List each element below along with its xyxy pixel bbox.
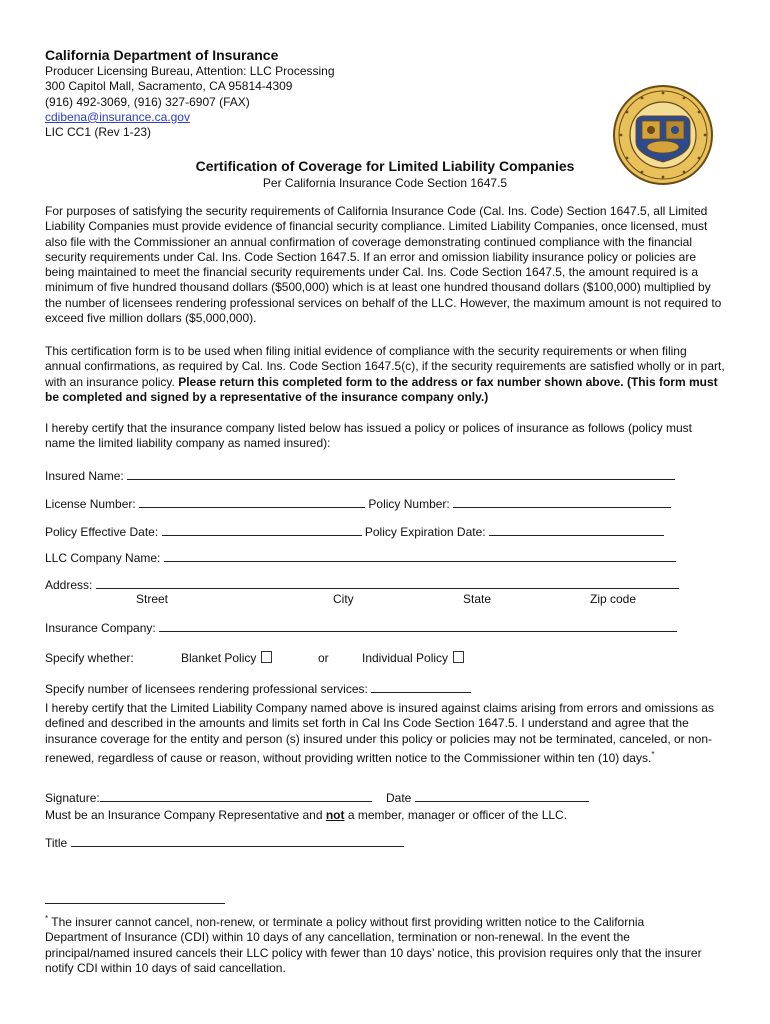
address-line: 300 Capitol Mall, Sacramento, CA 95814-4309 xyxy=(45,79,293,94)
address-label: Address: xyxy=(45,578,93,592)
signature-row xyxy=(45,789,372,806)
insured-name-field[interactable] xyxy=(127,467,675,480)
representative-note-post: a member, manager or officer of the LLC. xyxy=(344,808,568,822)
footnote-marker: * xyxy=(651,749,655,759)
signature-field[interactable] xyxy=(100,789,372,802)
specify-whether-label: Specify whether: xyxy=(45,651,134,665)
footnote xyxy=(45,911,705,976)
license-policy-row xyxy=(45,495,671,512)
title-row xyxy=(45,834,404,851)
footnote-divider xyxy=(45,903,225,904)
llc-company-name-label: LLC Company Name: xyxy=(45,551,161,565)
blanket-policy-option xyxy=(181,650,272,666)
policy-number-label: Policy Number: xyxy=(368,497,450,511)
footnote-mark: * xyxy=(45,914,49,923)
street-caption: Street xyxy=(136,592,169,606)
form-id: LIC CC1 (Rev 1-23) xyxy=(45,125,152,140)
date-label: Date xyxy=(386,791,412,805)
title-field[interactable] xyxy=(71,834,404,847)
title-label: Title xyxy=(45,836,68,850)
zip-code-caption: Zip code xyxy=(590,592,637,606)
representative-note-pre: Must be an Insurance Company Representative and xyxy=(45,808,326,822)
license-number-field[interactable] xyxy=(139,495,365,508)
licensees-label: Specify number of licensees rendering professional services: xyxy=(45,682,368,696)
city-caption: City xyxy=(333,592,354,606)
insurance-company-row xyxy=(45,619,677,636)
insured-name-row xyxy=(45,467,675,484)
individual-policy-checkbox[interactable] xyxy=(453,651,464,663)
llc-company-row xyxy=(45,549,676,566)
policy-expiration-date-field[interactable] xyxy=(489,523,664,536)
state-caption: State xyxy=(463,592,492,606)
footnote-text: The insurer cannot cancel, non-renew, or terminate a policy without first providing written notice to the California Department of Insurance (CDI) within 10 days of any cancellation, termination or non-renewal. In the event the principal/named insured cancels their LLC policy with fewer than 10 days’ notice, this provision requires only that the insurer notify CDI within 10 days of said cancellation. xyxy=(45,915,702,975)
phone-line: (916) 492-3069, (916) 327-6907 (FAX) xyxy=(45,94,250,109)
intro-paragraph: For purposes of satisfying the security requirements of California Insurance Code (Cal. Ins. Code) Section 1647.5, all Limited Liability Companies must provide evidence of financial security compliance. Limited Liability Companies, once licensed, must also file with the Commissioner an annual confirmation of coverage demonstrating continued compliance with the financial security requirements under Cal. Ins. Code Section 1647.5. If an error and omission liability insurance policy or policies are being maintained to meet the financial security requirements under Cal. Ins. Code Section 1647.5, the amount required is a minimum of five hundred thousand dollars ($500,000) which is at least one hundred thousand dollars ($100,000) multiplied by the number of licensees rendering professional services on behalf of the LLC. However, the maximum amount is not required to exceed five million dollars ($5,000,000). xyxy=(45,204,722,326)
representative-note-not: not xyxy=(325,808,345,822)
blanket-policy-label: Blanket Policy xyxy=(181,651,257,665)
address-field[interactable] xyxy=(96,576,679,589)
form-title: Certification of Coverage for Limited Liability Companies xyxy=(195,158,575,174)
instructions-text: This certification form is to be used when filing initial evidence of compliance with the security requirements or when filing annual confirmations, as required by Cal. Ins. Code Section 1647.5(c), if the security requirements are satisfied wholly or in part, with an insurance policy. xyxy=(45,344,725,389)
insurance-company-field[interactable] xyxy=(159,619,677,632)
policy-dates-row xyxy=(45,523,664,540)
policy-effective-date-field[interactable] xyxy=(162,523,362,536)
blanket-policy-checkbox[interactable] xyxy=(261,651,272,663)
agreement-text: I hereby certify that the Limited Liability Company named above is insured against claims arising from errors and omissions as defined and described in the amounts and limits set forth in Cal Ins Code Section 1647.5. I understand and agree that the insurance coverage for the entity and person (s) insured under this policy or policies may not be terminated, canceled, or non-renewed, regardless of cause or reason, without providing written notice to the Commissioner within ten (10) days. xyxy=(45,701,714,765)
form-subtitle: Per California Insurance Code Section 1647.5 xyxy=(262,176,508,190)
instructions-paragraph xyxy=(45,344,725,405)
return-instructions: Please return this completed form to the address or fax number shown above. (This form must be completed and signed by a representative of the insurance company only.) xyxy=(45,374,718,404)
bureau-line: Producer Licensing Bureau, Attention: LLC Processing xyxy=(45,64,335,78)
certify-paragraph: I hereby certify that the insurance company listed below has issued a policy or polices of insurance as follows (policy must name the limited liability company as named insured): xyxy=(45,421,692,451)
email-link[interactable]: cdibena@insurance.ca.gov xyxy=(45,109,190,124)
individual-policy-label: Individual Policy xyxy=(362,651,449,665)
individual-policy-option xyxy=(362,650,464,666)
policy-effective-date-label: Policy Effective Date: xyxy=(45,525,159,539)
address-row xyxy=(45,576,679,593)
llc-company-name-field[interactable] xyxy=(164,549,676,562)
insured-name-label: Insured Name: xyxy=(45,469,124,483)
licensees-row xyxy=(45,680,471,697)
insurance-company-label: Insurance Company: xyxy=(45,621,156,635)
representative-note xyxy=(45,807,567,823)
date-row xyxy=(386,789,589,806)
or-label: or xyxy=(318,651,329,665)
date-field[interactable] xyxy=(415,789,589,802)
signature-label: Signature: xyxy=(45,791,100,805)
policy-expiration-date-label: Policy Expiration Date: xyxy=(364,525,486,539)
policy-number-field[interactable] xyxy=(453,495,671,508)
agency-name: California Department of Insurance xyxy=(45,47,279,63)
header-block xyxy=(45,46,335,140)
agreement-paragraph xyxy=(45,701,725,766)
licensees-count-field[interactable] xyxy=(371,680,471,693)
license-number-label: License Number: xyxy=(45,497,136,511)
